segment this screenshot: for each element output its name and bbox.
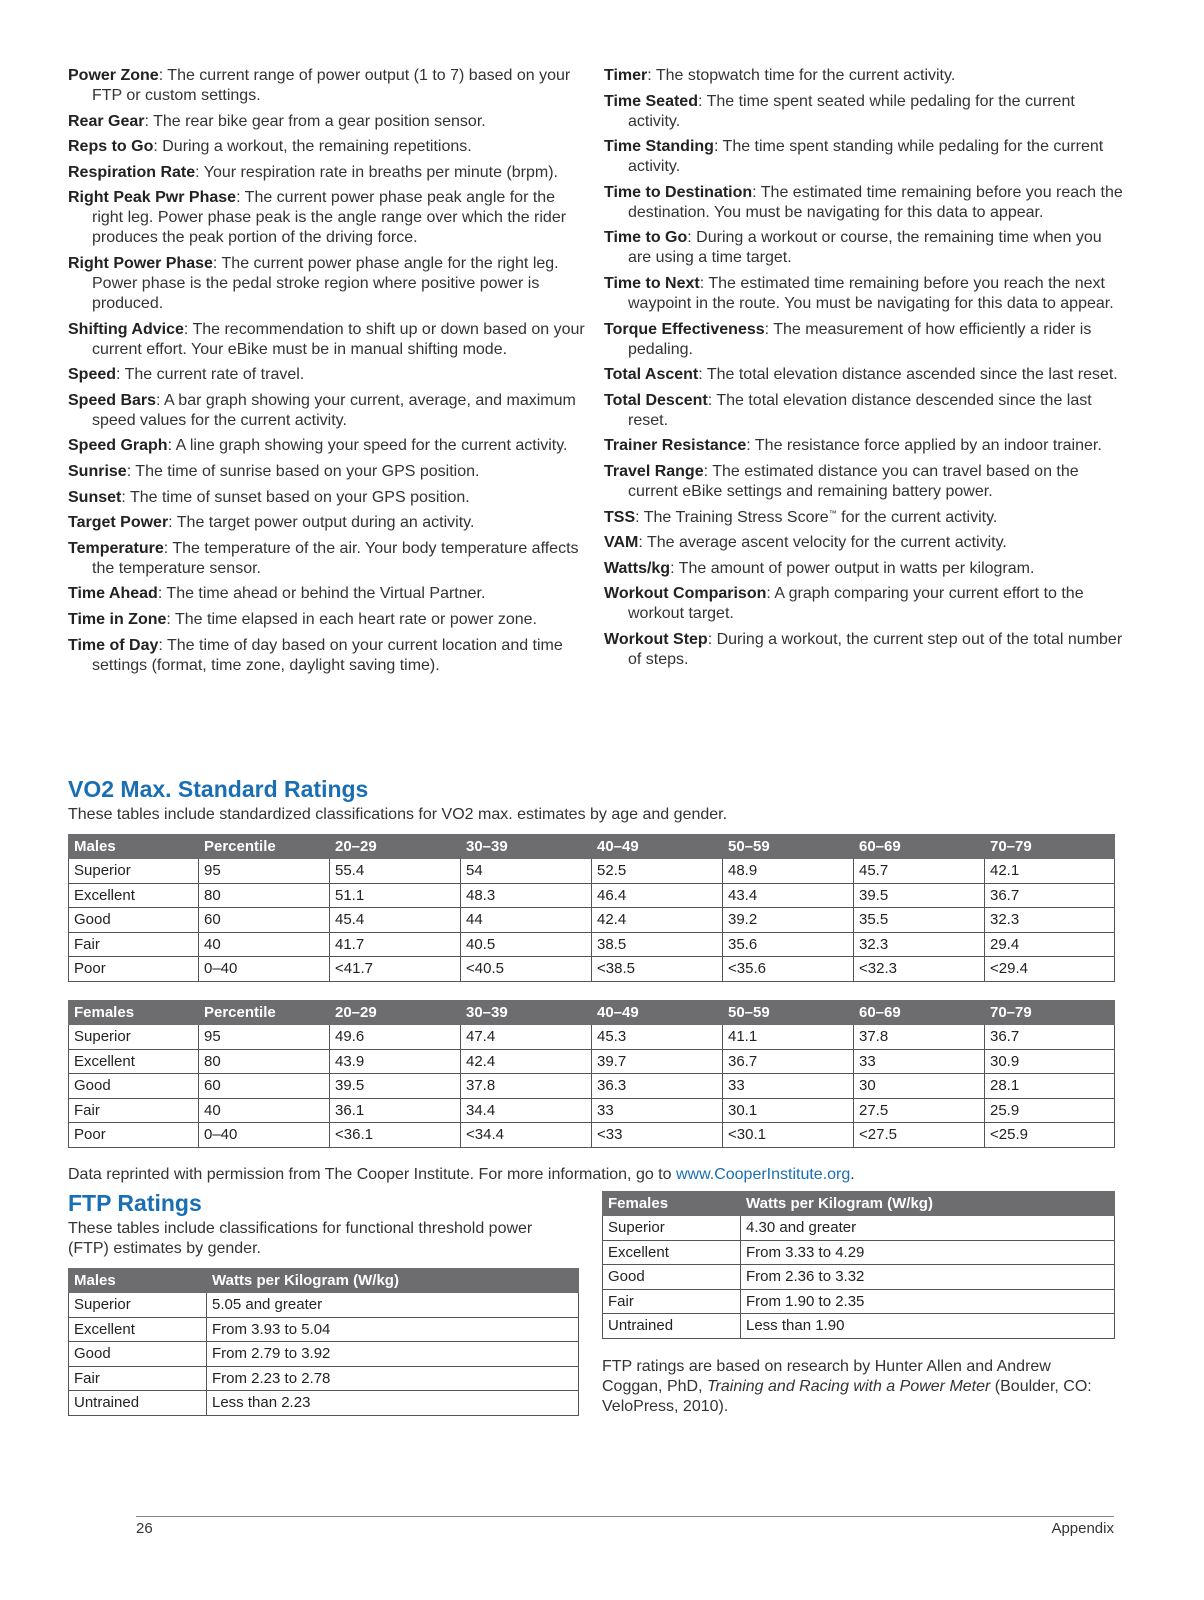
table-cell: Excellent [69, 1049, 199, 1074]
table-row [603, 1216, 1115, 1241]
table-cell: 40 [199, 1098, 330, 1123]
ftp-males-table [68, 1268, 579, 1416]
table-cell: 35.5 [854, 908, 985, 933]
table-cell: Superior [69, 1025, 199, 1050]
table-cell: 43.4 [723, 883, 854, 908]
definition-text: : The estimated time remaining before you reach the next waypoint in the route. You must be navigating for this data to appear. [628, 274, 1114, 312]
table-cell: 30 [854, 1074, 985, 1099]
definition-item [604, 320, 1124, 360]
definition-text: : During a workout or course, the remaining time when you are using a time target. [628, 229, 1102, 267]
vo2-heading: VO2 Max. Standard Ratings [68, 776, 369, 802]
table-cell: 39.2 [723, 908, 854, 933]
definition-term: Rear Gear [68, 112, 145, 130]
table-header-cell: Watts per Kilogram (W/kg) [741, 1192, 1115, 1216]
table-header-cell: Percentile [199, 835, 330, 859]
definition-term: Time of Day [68, 636, 159, 654]
table-row [603, 1240, 1115, 1265]
table-cell: 41.1 [723, 1025, 854, 1050]
definition-term: Respiration Rate [68, 163, 196, 181]
ftp-note-book-title: Training and Racing with a Power Meter [706, 1378, 991, 1395]
definition-term: Temperature [68, 539, 164, 557]
table-cell: 48.9 [723, 859, 854, 884]
table-cell: Less than 2.23 [207, 1391, 579, 1416]
table-cell: Excellent [603, 1240, 741, 1265]
definition-text: : The amount of power output in watts per kilogram. [670, 559, 1035, 577]
table-header-cell: 70–79 [985, 835, 1115, 859]
definition-item [604, 462, 1124, 502]
ftp-females-table [602, 1191, 1115, 1339]
table-cell: 45.4 [330, 908, 461, 933]
table-header-cell: Watts per Kilogram (W/kg) [207, 1269, 579, 1293]
table-cell: Good [603, 1265, 741, 1290]
table-cell: From 2.36 to 3.32 [741, 1265, 1115, 1290]
definition-text: : The time spent standing while pedaling for the current activity. [628, 138, 1104, 176]
table-cell: 52.5 [592, 859, 723, 884]
table-header-row [69, 835, 1115, 859]
table-cell: 36.7 [985, 883, 1115, 908]
table-cell: Superior [69, 1293, 207, 1318]
vo2-note-end: . [850, 1166, 855, 1183]
vo2-intro: These tables include standardized classifications for VO2 max. estimates by age and gender. [68, 806, 728, 823]
definition-item [604, 183, 1124, 223]
definition-term: Workout Comparison [604, 585, 767, 603]
definition-text: : The time of sunset based on your GPS position. [121, 488, 470, 506]
table-cell: 60 [199, 1074, 330, 1099]
definition-text: : The current rate of travel. [116, 366, 305, 384]
table-header-row [603, 1192, 1115, 1216]
table-cell: <35.6 [723, 957, 854, 982]
definition-item [604, 508, 1124, 528]
definition-term: Time in Zone [68, 610, 167, 628]
table-row [603, 1314, 1115, 1339]
cooper-institute-link[interactable]: www.CooperInstitute.org [675, 1166, 851, 1183]
definition-text-continued: for the current activity. [836, 508, 998, 526]
definition-text: : The current power phase peak angle for the right leg. Power phase peak is the angle range over which the rider produces the peak portion of the driving force. [92, 189, 567, 247]
definition-term: Time to Destination [604, 183, 753, 201]
table-cell: <27.5 [854, 1123, 985, 1148]
table-cell: <41.7 [330, 957, 461, 982]
definition-text: : The measurement of how efficiently a rider is pedaling. [628, 320, 1092, 358]
definition-term: Time Standing [604, 138, 714, 156]
table-cell: Good [69, 1074, 199, 1099]
table-row [69, 932, 1115, 957]
definition-term: Time Ahead [68, 585, 158, 603]
table-header-cell: 40–49 [592, 1001, 723, 1025]
definition-text: : The average ascent velocity for the current activity. [638, 534, 1007, 552]
definition-term: Trainer Resistance [604, 437, 747, 455]
table-cell: 49.6 [330, 1025, 461, 1050]
table-cell: <30.1 [723, 1123, 854, 1148]
definition-item [604, 559, 1124, 579]
definition-text: : The recommendation to shift up or down based on your current effort. Your eBike must be in manual shifting mode. [92, 320, 585, 358]
definition-item [68, 137, 588, 157]
table-header-cell: 30–39 [461, 835, 592, 859]
definition-term: Sunset [68, 488, 122, 506]
definition-term: VAM [604, 534, 639, 552]
table-cell: 38.5 [592, 932, 723, 957]
table-cell: 51.1 [330, 883, 461, 908]
table-cell: <40.5 [461, 957, 592, 982]
definition-text: : The rear bike gear from a gear position sensor. [144, 112, 486, 130]
table-row [69, 1025, 1115, 1050]
table-row [603, 1289, 1115, 1314]
table-cell: <34.4 [461, 1123, 592, 1148]
table-row [69, 1049, 1115, 1074]
table-cell: 27.5 [854, 1098, 985, 1123]
definition-term: Workout Step [604, 630, 708, 648]
table-row [69, 883, 1115, 908]
table-cell: 37.8 [854, 1025, 985, 1050]
definition-term: Sunrise [68, 462, 127, 480]
page-number: 26 [136, 1520, 153, 1537]
definition-item [68, 365, 588, 385]
footer-section-name: Appendix [1051, 1520, 1114, 1537]
definition-item [68, 636, 588, 676]
table-row [69, 859, 1115, 884]
table-row [69, 1123, 1115, 1148]
table-cell: Untrained [603, 1314, 741, 1339]
vo2-females-table [68, 1000, 1115, 1148]
table-cell: Fair [603, 1289, 741, 1314]
table-cell: Fair [69, 932, 199, 957]
ftp-note-end: (Boulder, CO: VeloPress, 2010). [602, 1378, 1092, 1415]
definition-text: : The estimated time remaining before you reach the destination. You must be navigating for this data to appear. [628, 183, 1123, 221]
definition-text: : The Training Stress Score [635, 508, 829, 526]
definition-term: Travel Range [604, 462, 704, 480]
table-cell: 40.5 [461, 932, 592, 957]
table-cell: From 2.23 to 2.78 [207, 1366, 579, 1391]
definition-term: Reps to Go [68, 138, 154, 156]
ftp-note-text: FTP ratings are based on research by Hunter Allen and Andrew Coggan, PhD, [602, 1358, 1051, 1395]
definition-term: Right Power Phase [68, 254, 213, 272]
definition-term: Total Ascent [604, 366, 699, 384]
definition-text: : A line graph showing your speed for the current activity. [167, 437, 568, 455]
table-row [69, 1293, 579, 1318]
table-header-cell: Females [603, 1192, 741, 1216]
table-cell: <32.3 [854, 957, 985, 982]
table-cell: 32.3 [854, 932, 985, 957]
definition-text: : The total elevation distance ascended since the last reset. [698, 366, 1118, 384]
footer-rule [136, 1516, 1114, 1517]
table-cell: Superior [603, 1216, 741, 1241]
definition-term: Right Peak Pwr Phase [68, 189, 237, 207]
table-cell: Fair [69, 1098, 199, 1123]
table-cell: 29.4 [985, 932, 1115, 957]
table-cell: 0–40 [199, 1123, 330, 1148]
table-cell: From 3.33 to 4.29 [741, 1240, 1115, 1265]
table-header-cell: 20–29 [330, 835, 461, 859]
definition-text: : The stopwatch time for the current activity. [647, 67, 956, 84]
definition-text: : The time ahead or behind the Virtual Partner. [157, 585, 486, 603]
table-header-cell: 40–49 [592, 835, 723, 859]
definition-text: : The time elapsed in each heart rate or power zone. [166, 610, 537, 628]
table-cell: 36.7 [723, 1049, 854, 1074]
definition-term: Power Zone [68, 67, 159, 84]
table-cell: 34.4 [461, 1098, 592, 1123]
definition-term: Target Power [68, 514, 169, 532]
table-cell: 48.3 [461, 883, 592, 908]
table-cell: Poor [69, 1123, 199, 1148]
table-cell: 42.4 [461, 1049, 592, 1074]
definition-item [68, 539, 588, 579]
table-row [69, 1366, 579, 1391]
definition-text: : Your respiration rate in breaths per minute (brpm). [195, 163, 558, 181]
table-header-cell: Males [69, 1269, 207, 1293]
definition-item [604, 66, 1124, 86]
table-cell: Excellent [69, 1317, 207, 1342]
table-header-cell: 60–69 [854, 835, 985, 859]
table-cell: 25.9 [985, 1098, 1115, 1123]
definition-term: Watts/kg [604, 559, 671, 577]
table-row [69, 1317, 579, 1342]
table-header-cell: Females [69, 1001, 199, 1025]
table-cell: 33 [723, 1074, 854, 1099]
table-cell: 42.4 [592, 908, 723, 933]
table-cell: Good [69, 908, 199, 933]
table-cell: Untrained [69, 1391, 207, 1416]
table-cell: Good [69, 1342, 207, 1367]
table-header-cell: 70–79 [985, 1001, 1115, 1025]
table-cell: 95 [199, 859, 330, 884]
definition-text: : The estimated distance you can travel based on the current eBike settings and remaining battery power. [628, 462, 1079, 500]
definition-term: Time to Go [604, 229, 688, 247]
table-row [69, 1098, 1115, 1123]
definition-item [68, 320, 588, 360]
definition-item [604, 630, 1124, 670]
table-header-cell: 30–39 [461, 1001, 592, 1025]
table-cell: 47.4 [461, 1025, 592, 1050]
table-cell: Poor [69, 957, 199, 982]
table-cell: From 2.79 to 3.92 [207, 1342, 579, 1367]
table-cell: Excellent [69, 883, 199, 908]
definition-item [604, 533, 1124, 553]
definition-term: Torque Effectiveness [604, 320, 765, 338]
definitions-left-column [68, 66, 588, 681]
table-cell: 0–40 [199, 957, 330, 982]
definition-item [604, 391, 1124, 431]
definition-text: : The time of sunrise based on your GPS position. [126, 462, 480, 480]
table-cell: 30.1 [723, 1098, 854, 1123]
table-cell: <25.9 [985, 1123, 1115, 1148]
definition-item [68, 66, 588, 106]
definition-item [68, 610, 588, 630]
table-cell: From 3.93 to 5.04 [207, 1317, 579, 1342]
table-header-cell: 50–59 [723, 1001, 854, 1025]
definition-item [604, 436, 1124, 456]
table-cell: 41.7 [330, 932, 461, 957]
definition-item [604, 584, 1124, 624]
table-cell: From 1.90 to 2.35 [741, 1289, 1115, 1314]
trademark-mark: ™ [828, 508, 837, 518]
table-cell: 36.7 [985, 1025, 1115, 1050]
definition-term: Speed Bars [68, 391, 157, 409]
definition-term: Shifting Advice [68, 320, 184, 338]
table-cell: 80 [199, 883, 330, 908]
table-cell: <36.1 [330, 1123, 461, 1148]
definition-text: : A graph comparing your current effort to the workout target. [628, 585, 1084, 623]
table-row [69, 1342, 579, 1367]
table-cell: 39.5 [330, 1074, 461, 1099]
vo2-note-text: Data reprinted with permission from The Cooper Institute. For more information, go to [68, 1166, 676, 1183]
table-cell: Fair [69, 1366, 207, 1391]
definition-item [68, 488, 588, 508]
table-cell: 5.05 and greater [207, 1293, 579, 1318]
table-header-row [69, 1269, 579, 1293]
table-row [69, 957, 1115, 982]
table-header-row [69, 1001, 1115, 1025]
definition-term: Speed [68, 366, 117, 384]
definition-text: : The total elevation distance descended since the last reset. [628, 391, 1092, 429]
definition-item [604, 228, 1124, 268]
table-row [603, 1265, 1115, 1290]
table-cell: <29.4 [985, 957, 1115, 982]
table-cell: 60 [199, 908, 330, 933]
table-cell: 33 [854, 1049, 985, 1074]
table-cell: 39.7 [592, 1049, 723, 1074]
definition-text: : The time of day based on your current location and time settings (format, time zone, daylight saving time). [92, 636, 563, 674]
table-cell: 43.9 [330, 1049, 461, 1074]
definition-term: Total Descent [604, 391, 708, 409]
table-row [69, 1074, 1115, 1099]
table-cell: Less than 1.90 [741, 1314, 1115, 1339]
table-cell: 33 [592, 1098, 723, 1123]
definition-item [68, 254, 588, 314]
definition-text: : The temperature of the air. Your body temperature affects the temperature sensor. [92, 539, 579, 577]
table-cell: 35.6 [723, 932, 854, 957]
definition-item [604, 365, 1124, 385]
table-cell: 28.1 [985, 1074, 1115, 1099]
table-cell: <38.5 [592, 957, 723, 982]
definition-text: : The current power phase angle for the right leg. Power phase is the pedal stroke region where positive power is produced. [92, 254, 559, 312]
definition-text: : During a workout, the remaining repetitions. [153, 138, 472, 156]
definition-term: Time Seated [604, 92, 698, 110]
definition-item [68, 436, 588, 456]
table-header-cell: Percentile [199, 1001, 330, 1025]
definition-text: : The current range of power output (1 to 7) based on your FTP or custom settings. [92, 67, 571, 104]
definition-text: : The time spent seated while pedaling for the current activity. [628, 92, 1075, 130]
table-cell: 42.1 [985, 859, 1115, 884]
table-cell: 46.4 [592, 883, 723, 908]
definition-term: Time to Next [604, 274, 700, 292]
table-header-cell: Males [69, 835, 199, 859]
vo2-source-note [68, 1165, 1114, 1185]
ftp-heading: FTP Ratings [68, 1190, 202, 1216]
table-header-cell: 50–59 [723, 835, 854, 859]
vo2-males-table [68, 834, 1115, 982]
definition-item [68, 391, 588, 431]
table-cell: 95 [199, 1025, 330, 1050]
table-cell: <33 [592, 1123, 723, 1148]
table-cell: 44 [461, 908, 592, 933]
table-cell: 36.1 [330, 1098, 461, 1123]
definition-item [604, 137, 1124, 177]
definition-text: : During a workout, the current step out of the total number of steps. [628, 630, 1123, 668]
definition-term: Timer [604, 67, 648, 84]
definition-term: TSS [604, 508, 636, 526]
table-cell: 36.3 [592, 1074, 723, 1099]
definition-item [68, 112, 588, 132]
definitions-right-column [604, 66, 1124, 676]
definition-item [604, 92, 1124, 132]
table-cell: 4.30 and greater [741, 1216, 1115, 1241]
definition-text: : The target power output during an activity. [168, 514, 475, 532]
table-cell: 39.5 [854, 883, 985, 908]
table-header-cell: 60–69 [854, 1001, 985, 1025]
definition-item [68, 462, 588, 482]
table-header-cell: 20–29 [330, 1001, 461, 1025]
definition-term: Speed Graph [68, 437, 168, 455]
table-row [69, 1391, 579, 1416]
definition-item [68, 188, 588, 248]
definition-item [68, 513, 588, 533]
ftp-intro: These tables include classifications for functional threshold power (FTP) estimates by gender. [68, 1220, 533, 1257]
table-cell: 54 [461, 859, 592, 884]
table-cell: 32.3 [985, 908, 1115, 933]
definition-item [68, 584, 588, 604]
table-cell: 37.8 [461, 1074, 592, 1099]
table-cell: Superior [69, 859, 199, 884]
table-cell: 55.4 [330, 859, 461, 884]
table-cell: 40 [199, 932, 330, 957]
table-row [69, 908, 1115, 933]
definition-text: : The resistance force applied by an indoor trainer. [746, 437, 1102, 455]
definition-item [68, 163, 588, 183]
table-cell: 30.9 [985, 1049, 1115, 1074]
table-cell: 45.3 [592, 1025, 723, 1050]
ftp-source-note [602, 1357, 1114, 1417]
table-cell: 80 [199, 1049, 330, 1074]
definition-item [604, 274, 1124, 314]
table-cell: 45.7 [854, 859, 985, 884]
definition-text: : A bar graph showing your current, average, and maximum speed values for the current activity. [92, 391, 576, 429]
